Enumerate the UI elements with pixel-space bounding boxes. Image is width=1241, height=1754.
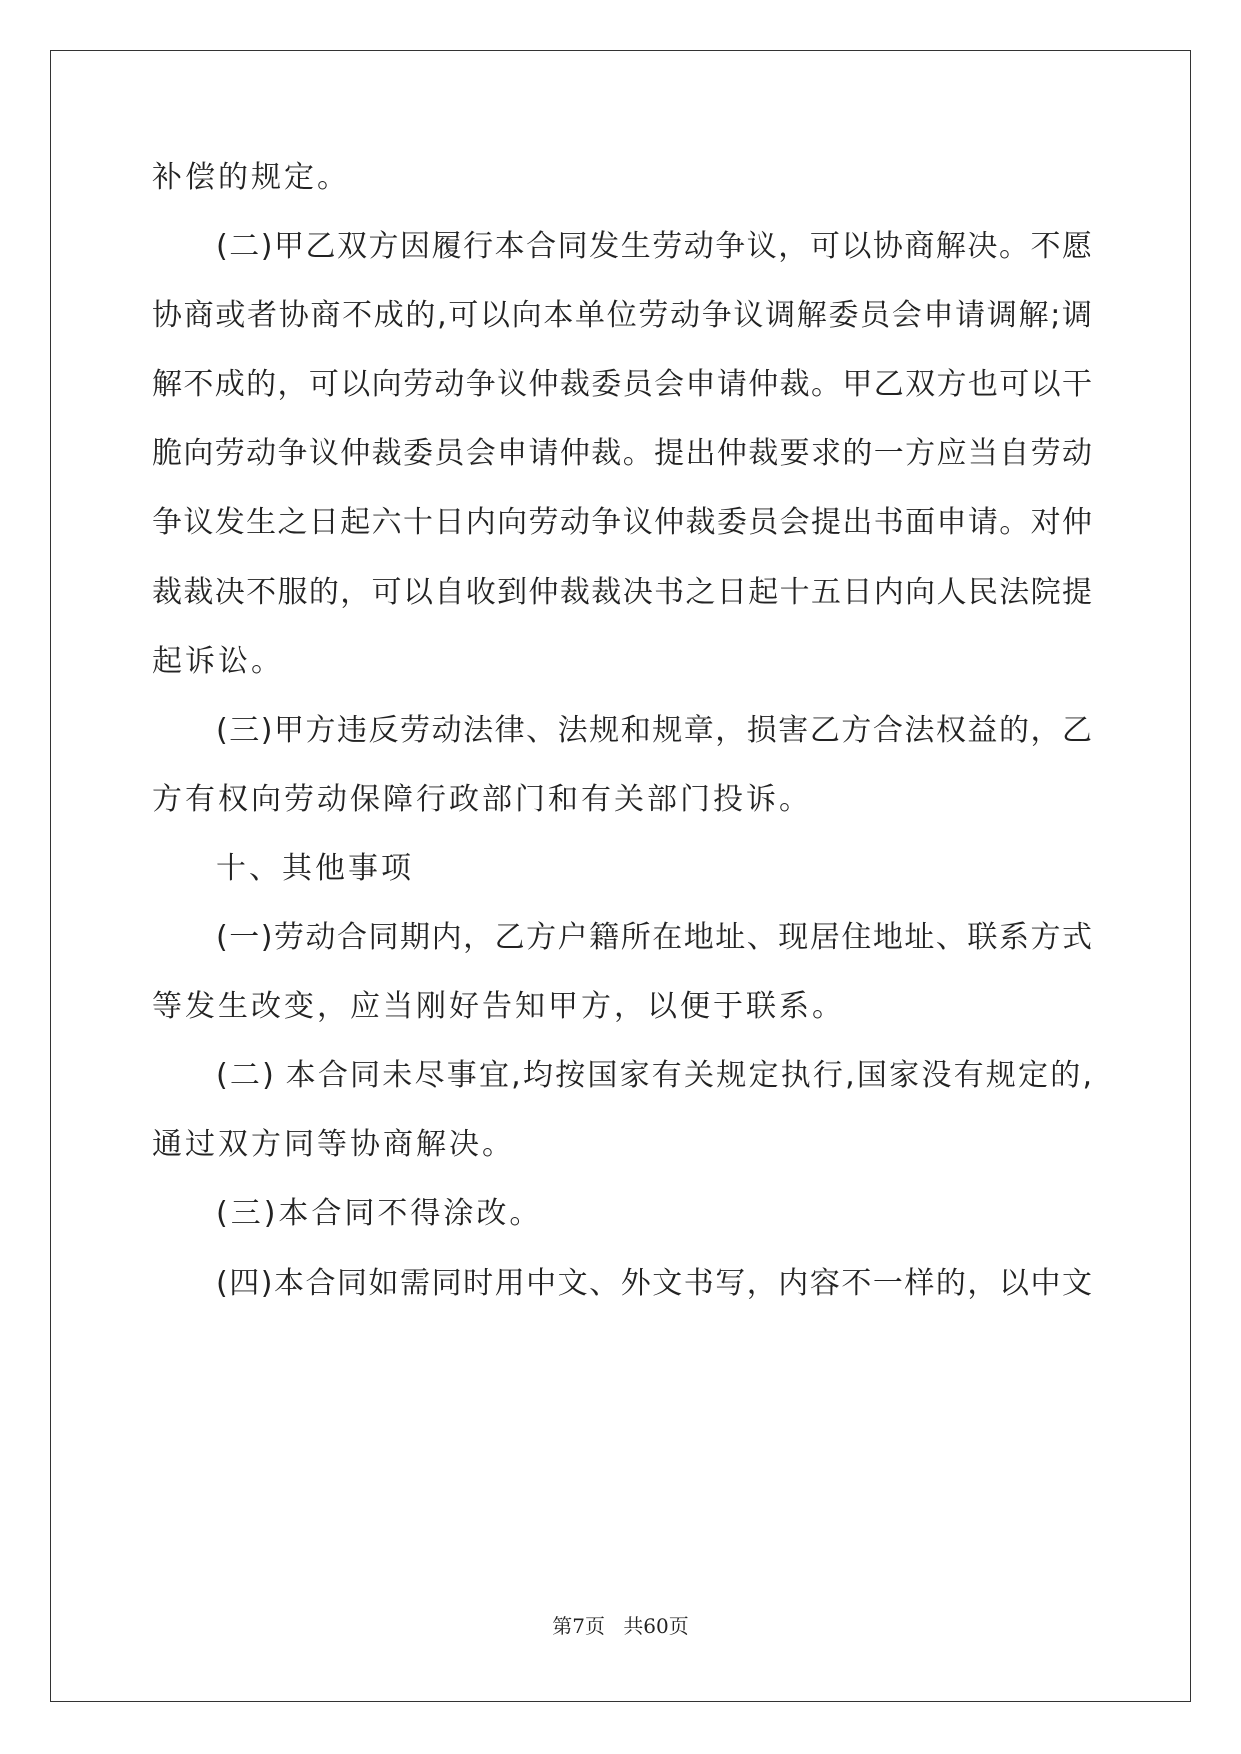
text-line: (三)甲方违反劳动法律、法规和规章，损害乙方合法权益的，乙	[216, 713, 1092, 748]
section-heading: 十、其他事项	[216, 851, 414, 886]
text-line: 方有权向劳动保障行政部门和有关部门投诉。	[152, 782, 812, 817]
text-line: (二) 本合同未尽事宜,均按国家有关规定执行,国家没有规定的,	[216, 1058, 1092, 1093]
text-line: (二)甲乙双方因履行本合同发生劳动争议，可以协商解决。不愿	[216, 229, 1092, 264]
text-line: 争议发生之日起六十日内向劳动争议仲裁委员会提出书面申请。对仲	[152, 505, 1092, 540]
text-line: 脆向劳动争议仲裁委员会申请仲裁。提出仲裁要求的一方应当自劳动	[152, 436, 1092, 471]
text-line: 等发生改变，应当刚好告知甲方，以便于联系。	[152, 989, 845, 1024]
page-number-current: 第7页	[552, 1614, 605, 1638]
text-line: 解不成的，可以向劳动争议仲裁委员会申请仲裁。甲乙双方也可以干	[152, 367, 1092, 402]
page-footer	[0, 1613, 1241, 1639]
text-line: (四)本合同如需同时用中文、外文书写，内容不一样的，以中文	[216, 1266, 1092, 1301]
text-line: (三)本合同不得涂改。	[216, 1196, 543, 1231]
text-line: 起诉讼。	[152, 644, 284, 679]
page-number-total: 共60页	[623, 1614, 689, 1638]
text-line: (一)劳动合同期内，乙方户籍所在地址、现居住地址、联系方式	[216, 920, 1092, 955]
text-line: 裁裁决不服的，可以自收到仲裁裁决书之日起十五日内向人民法院提	[152, 575, 1092, 610]
text-line: 通过双方同等协商解决。	[152, 1127, 515, 1162]
text-line: 协商或者协商不成的,可以向本单位劳动争议调解委员会申请调解;调	[152, 298, 1092, 333]
text-line: 补偿的规定。	[152, 160, 350, 195]
